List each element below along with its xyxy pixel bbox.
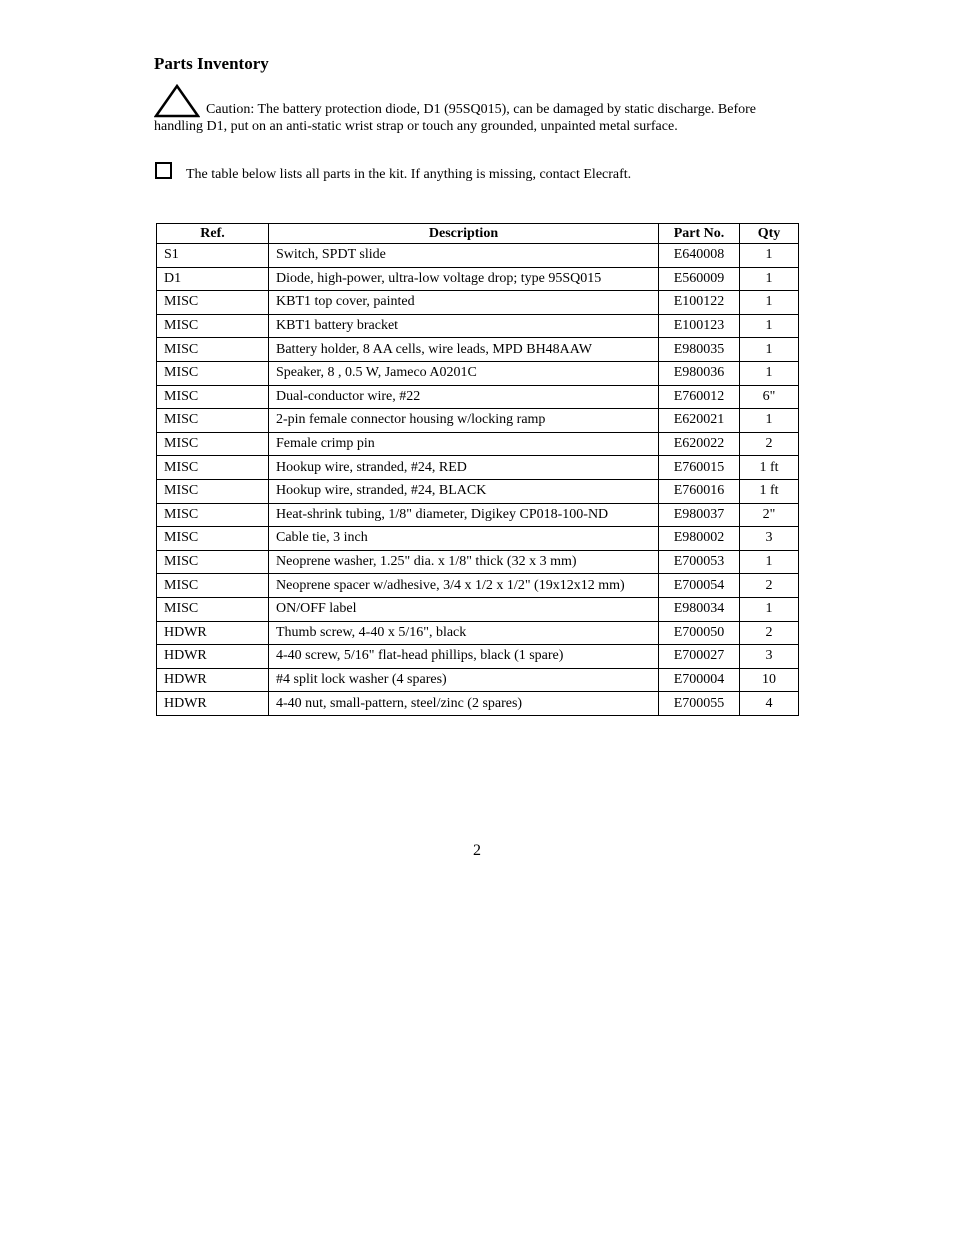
cell-ref: HDWR	[157, 692, 269, 716]
cell-qty: 2	[740, 621, 799, 645]
cell-part-no: E640008	[659, 244, 740, 268]
cell-ref: MISC	[157, 314, 269, 338]
cell-part-no: E760016	[659, 479, 740, 503]
cell-description: KBT1 top cover, painted	[269, 291, 659, 315]
page-number: 2	[473, 842, 481, 859]
cell-description: Battery holder, 8 AA cells, wire leads, MPD BH48AAW	[269, 338, 659, 362]
cell-part-no: E700050	[659, 621, 740, 645]
table-row	[157, 409, 799, 433]
cell-part-no: E100122	[659, 291, 740, 315]
cell-ref: HDWR	[157, 621, 269, 645]
table-row	[157, 668, 799, 692]
cell-description: #4 split lock washer (4 spares)	[269, 668, 659, 692]
cell-description: Female crimp pin	[269, 432, 659, 456]
cell-qty: 1	[740, 291, 799, 315]
cell-part-no: E980035	[659, 338, 740, 362]
table-row	[157, 456, 799, 480]
cell-part-no: E620021	[659, 409, 740, 433]
cell-description: Hookup wire, stranded, #24, BLACK	[269, 479, 659, 503]
parts-table	[156, 223, 799, 716]
cell-ref: MISC	[157, 291, 269, 315]
table-row	[157, 361, 799, 385]
table-row	[157, 574, 799, 598]
cell-qty: 1 ft	[740, 479, 799, 503]
cell-ref: MISC	[157, 503, 269, 527]
cell-ref: MISC	[157, 338, 269, 362]
cell-ref: HDWR	[157, 668, 269, 692]
table-row	[157, 244, 799, 268]
cell-part-no: E700053	[659, 550, 740, 574]
table-header-row	[157, 224, 799, 244]
cell-part-no: E760012	[659, 385, 740, 409]
cell-part-no: E980002	[659, 527, 740, 551]
cell-qty: 1	[740, 597, 799, 621]
header-description: Description	[269, 224, 659, 244]
table-row	[157, 621, 799, 645]
table-row	[157, 338, 799, 362]
cell-description: Diode, high-power, ultra-low voltage drop; type 95SQ015	[269, 267, 659, 291]
parts-table-body	[157, 244, 799, 716]
table-row	[157, 432, 799, 456]
table-row	[157, 692, 799, 716]
cell-description: Heat-shrink tubing, 1/8" diameter, Digikey CP018-100-ND	[269, 503, 659, 527]
cell-qty: 1	[740, 267, 799, 291]
table-row	[157, 597, 799, 621]
cell-part-no: E980037	[659, 503, 740, 527]
caution-text: Caution: The battery protection diode, D1 (95SQ015), can be damaged by static discharge. Before handling D1, put on an anti-static wrist strap or touch any grounded, unpainted metal surface.	[154, 102, 756, 134]
cell-qty: 1	[740, 409, 799, 433]
cell-description: KBT1 battery bracket	[269, 314, 659, 338]
table-row	[157, 291, 799, 315]
checkbox-icon[interactable]	[155, 162, 172, 179]
cell-description: Cable tie, 3 inch	[269, 527, 659, 551]
table-row	[157, 527, 799, 551]
header-ref: Ref.	[157, 224, 269, 244]
cell-part-no: E980034	[659, 597, 740, 621]
cell-description: Hookup wire, stranded, #24, RED	[269, 456, 659, 480]
cell-qty: 6"	[740, 385, 799, 409]
cell-part-no: E560009	[659, 267, 740, 291]
cell-ref: MISC	[157, 527, 269, 551]
cell-qty: 1 ft	[740, 456, 799, 480]
checklist-item	[155, 162, 631, 184]
cell-description: 2-pin female connector housing w/locking ramp	[269, 409, 659, 433]
checklist-text: The table below lists all parts in the kit. If anything is missing, contact Elecraft.	[186, 167, 632, 182]
cell-qty: 1	[740, 314, 799, 338]
cell-part-no: E700054	[659, 574, 740, 598]
cell-qty: 10	[740, 668, 799, 692]
cell-ref: MISC	[157, 574, 269, 598]
cell-qty: 2	[740, 432, 799, 456]
cell-description: Neoprene spacer w/adhesive, 3/4 x 1/2 x 1/2" (19x12x12 mm)	[269, 574, 659, 598]
cell-ref: D1	[157, 267, 269, 291]
cell-ref: MISC	[157, 597, 269, 621]
cell-description: ON/OFF label	[269, 597, 659, 621]
cell-part-no: E620022	[659, 432, 740, 456]
caution-paragraph	[154, 84, 804, 135]
header-part-no: Part No.	[659, 224, 740, 244]
cell-qty: 1	[740, 550, 799, 574]
cell-description: Neoprene washer, 1.25" dia. x 1/8" thick (32 x 3 mm)	[269, 550, 659, 574]
cell-part-no: E700027	[659, 645, 740, 669]
cell-qty: 1	[740, 361, 799, 385]
cell-qty: 3	[740, 527, 799, 551]
cell-qty: 3	[740, 645, 799, 669]
cell-qty: 1	[740, 338, 799, 362]
cell-ref: MISC	[157, 361, 269, 385]
cell-ref: MISC	[157, 432, 269, 456]
cell-qty: 2	[740, 574, 799, 598]
cell-description: 4-40 screw, 5/16" flat-head phillips, black (1 spare)	[269, 645, 659, 669]
table-row	[157, 550, 799, 574]
cell-part-no: E700055	[659, 692, 740, 716]
cell-description: Speaker, 8 , 0.5 W, Jameco A0201C	[269, 361, 659, 385]
cell-ref: MISC	[157, 479, 269, 503]
cell-qty: 1	[740, 244, 799, 268]
header-qty: Qty	[740, 224, 799, 244]
cell-part-no: E760015	[659, 456, 740, 480]
cell-ref: MISC	[157, 385, 269, 409]
cell-description: Thumb screw, 4-40 x 5/16", black	[269, 621, 659, 645]
cell-description: Switch, SPDT slide	[269, 244, 659, 268]
cell-description: Dual-conductor wire, #22	[269, 385, 659, 409]
table-row	[157, 267, 799, 291]
table-row	[157, 479, 799, 503]
cell-part-no: E700004	[659, 668, 740, 692]
cell-ref: S1	[157, 244, 269, 268]
cell-part-no: E100123	[659, 314, 740, 338]
cell-ref: HDWR	[157, 645, 269, 669]
cell-ref: MISC	[157, 456, 269, 480]
table-row	[157, 314, 799, 338]
cell-description: 4-40 nut, small-pattern, steel/zinc (2 spares)	[269, 692, 659, 716]
table-row	[157, 385, 799, 409]
cell-qty: 4	[740, 692, 799, 716]
table-row	[157, 645, 799, 669]
cell-part-no: E980036	[659, 361, 740, 385]
table-row	[157, 503, 799, 527]
cell-qty: 2"	[740, 503, 799, 527]
warning-triangle-icon	[154, 84, 200, 118]
cell-ref: MISC	[157, 550, 269, 574]
page-title: Parts Inventory	[154, 54, 269, 73]
cell-ref: MISC	[157, 409, 269, 433]
